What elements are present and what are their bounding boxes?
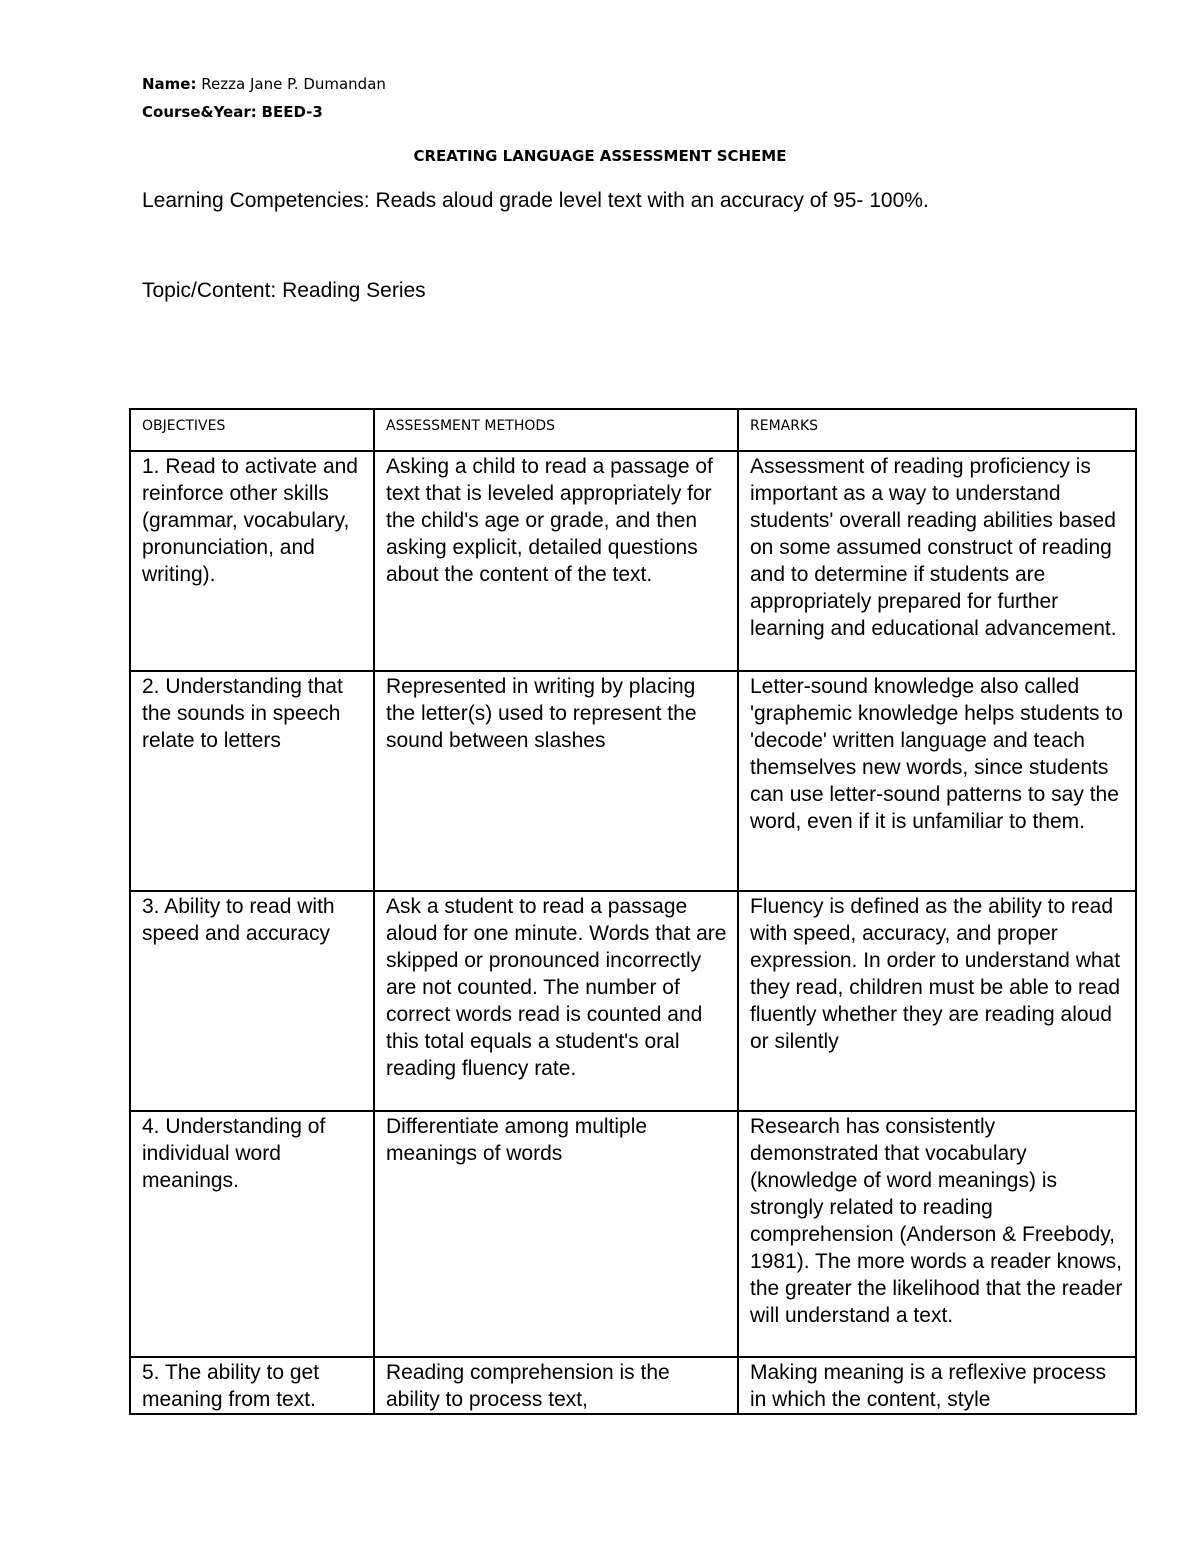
method-cell: Differentiate among multiple meanings of words	[374, 1111, 738, 1357]
method-cell: Represented in writing by placing the letter(s) used to represent the sound between slashes	[374, 671, 738, 891]
learning-competencies: Learning Competencies: Reads aloud grade level text with an accuracy of 95- 100%.	[142, 189, 929, 212]
method-cell: Reading comprehension is the ability to process text,	[374, 1357, 738, 1414]
header-remarks: REMARKS	[738, 409, 1136, 451]
remarks-cell: Making meaning is a reflexive process in which the content, style	[738, 1357, 1136, 1414]
student-name-line	[142, 74, 386, 94]
document-title: CREATING LANGUAGE ASSESSMENT SCHEME	[413, 147, 787, 165]
topic-content: Topic/Content: Reading Series	[142, 279, 426, 302]
remarks-cell: Assessment of reading proficiency is important as a way to understand students' overall reading abilities based on some assumed construct of reading and to determine if students are appropriately prepared for further learning and educational advancement.	[738, 451, 1136, 671]
remarks-cell: Letter-sound knowledge also called 'graphemic knowledge helps students to 'decode' written language and teach themselves new words, since students can use letter-sound patterns to say the word, even if it is unfamiliar to them.	[738, 671, 1136, 891]
objective-cell: 3. Ability to read with speed and accuracy	[130, 891, 374, 1111]
method-cell: Asking a child to read a passage of text that is leveled appropriately for the child's age or grade, and then asking explicit, detailed questions about the content of the text.	[374, 451, 738, 671]
header-assessment-methods: ASSESSMENT METHODS	[374, 409, 738, 451]
name-label: Name:	[142, 75, 197, 93]
course-label: Course&Year:	[142, 103, 257, 121]
objective-cell: 4. Understanding of individual word meanings.	[130, 1111, 374, 1357]
method-cell: Ask a student to read a passage aloud for one minute. Words that are skipped or pronounced incorrectly are not counted. The number of correct words read is counted and this total equals a student's oral reading fluency rate.	[374, 891, 738, 1111]
objective-cell: 5. The ability to get meaning from text.	[130, 1357, 374, 1414]
remarks-cell: Research has consistently demonstrated that vocabulary (knowledge of word meanings) is strongly related to reading comprehension (Anderson & Freebody, 1981). The more words a reader knows, the greater the likelihood that the reader will understand a text.	[738, 1111, 1136, 1357]
table-header-row	[130, 409, 1136, 451]
name-value: Rezza Jane P. Dumandan	[201, 75, 386, 93]
course-value: BEED-3	[261, 103, 323, 121]
objective-cell: 2. Understanding that the sounds in speech relate to letters	[130, 671, 374, 891]
assessment-scheme-table	[129, 408, 1137, 1415]
table-row	[130, 451, 1136, 671]
table-row	[130, 1111, 1136, 1357]
course-year-line	[142, 102, 323, 122]
objective-cell: 1. Read to activate and reinforce other skills (grammar, vocabulary, pronunciation, and writing).	[130, 451, 374, 671]
remarks-cell: Fluency is defined as the ability to read with speed, accuracy, and proper expression. In order to understand what they read, children must be able to read fluently whether they are reading aloud or silently	[738, 891, 1136, 1111]
table-row	[130, 1357, 1136, 1414]
table-row	[130, 891, 1136, 1111]
header-objectives: OBJECTIVES	[130, 409, 374, 451]
table-row	[130, 671, 1136, 891]
